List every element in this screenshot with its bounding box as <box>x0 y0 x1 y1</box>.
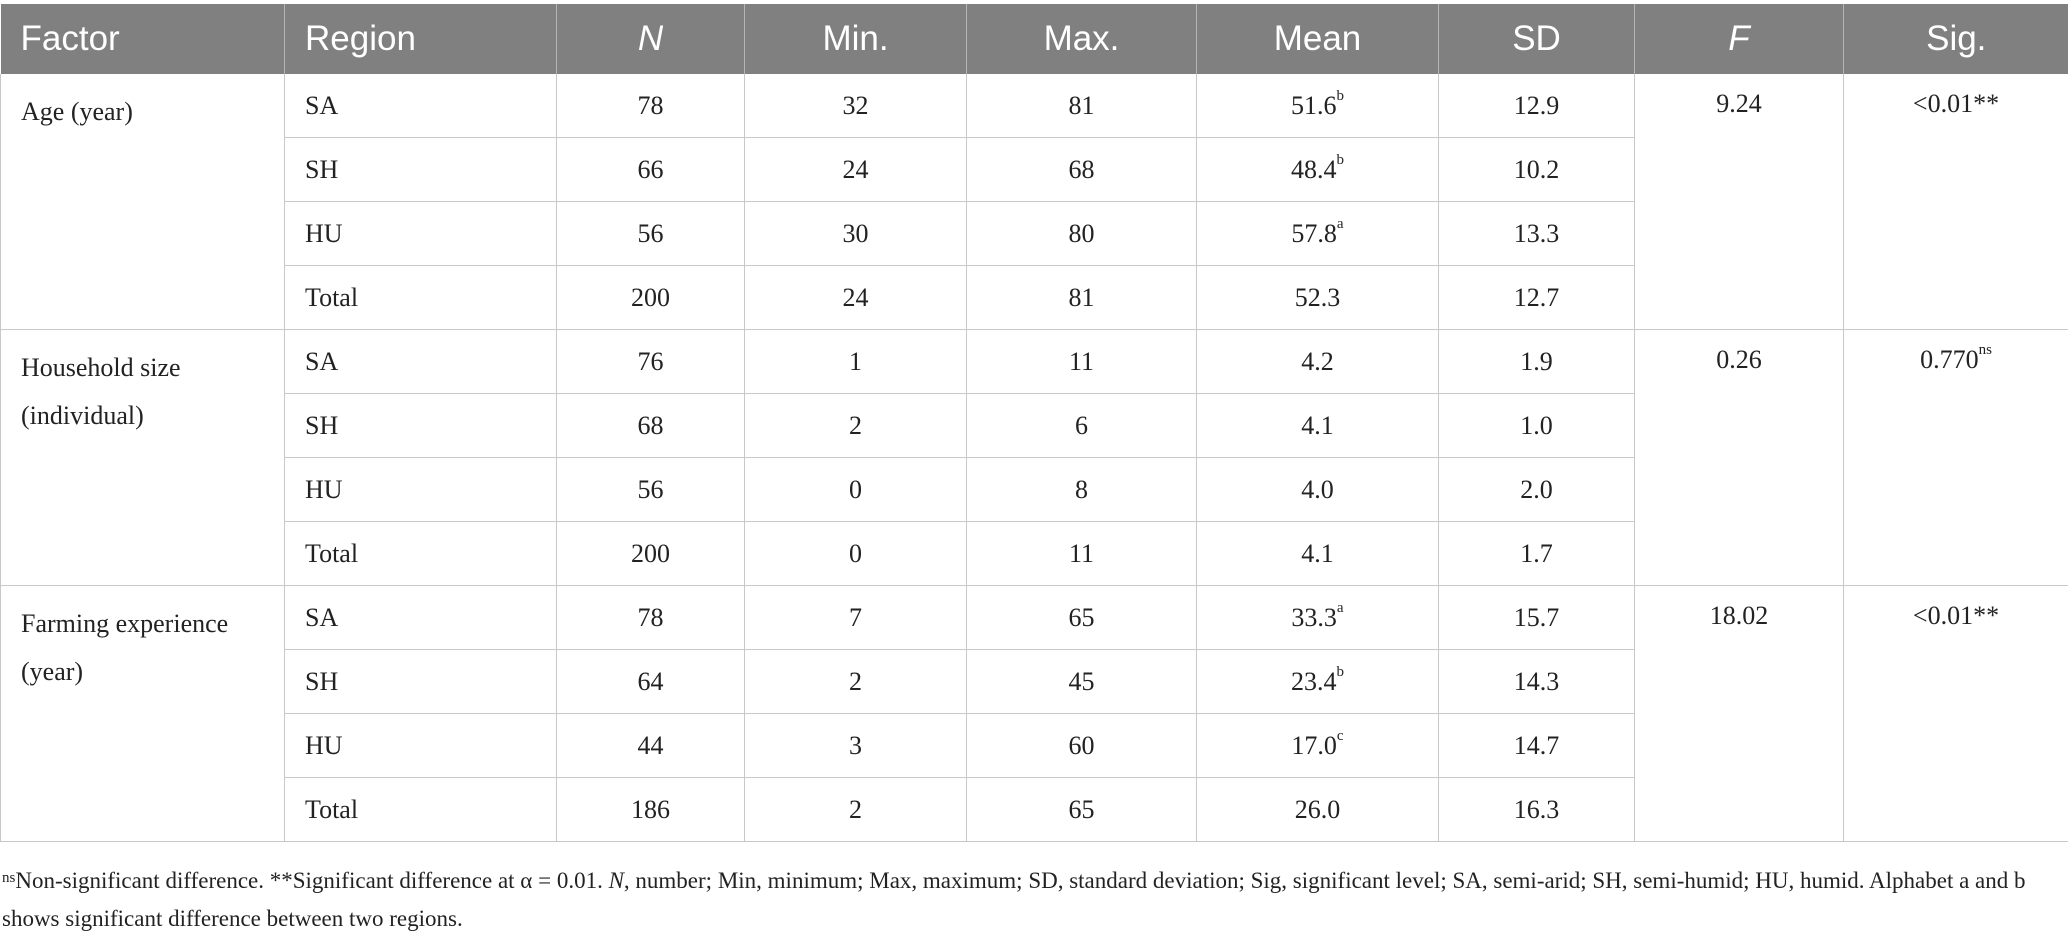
sd-cell: 16.3 <box>1439 778 1635 842</box>
table-body <box>1 74 2068 842</box>
table-footnote <box>2 862 2052 938</box>
max-cell: 6 <box>967 394 1197 458</box>
mean-value: 4.0 <box>1301 474 1334 504</box>
factor-cell <box>1 74 285 330</box>
mean-value: 52.3 <box>1294 282 1341 312</box>
factor-label-line1: Age (year) <box>21 97 133 126</box>
mean-cell <box>1197 714 1439 778</box>
mean-cell <box>1197 586 1439 650</box>
descriptive-statistics-table <box>0 4 2068 842</box>
sd-cell: 1.0 <box>1439 394 1635 458</box>
factor-label-line2: (year) <box>21 657 84 686</box>
mean-cell <box>1197 522 1439 586</box>
mean-value: 4.1 <box>1301 538 1334 568</box>
f-cell: 0.26 <box>1635 330 1844 586</box>
sd-cell: 10.2 <box>1439 138 1635 202</box>
mean-cell <box>1197 138 1439 202</box>
sd-cell: 14.7 <box>1439 714 1635 778</box>
mean-value: 26.0 <box>1294 794 1341 824</box>
header-mean: Mean <box>1197 4 1439 74</box>
factor-label-line2: (individual) <box>21 401 144 430</box>
max-cell: 11 <box>967 330 1197 394</box>
sd-cell: 14.3 <box>1439 650 1635 714</box>
header-sd: SD <box>1439 4 1635 74</box>
sd-cell: 15.7 <box>1439 586 1635 650</box>
max-cell: 68 <box>967 138 1197 202</box>
min-cell: 2 <box>745 650 967 714</box>
min-cell: 7 <box>745 586 967 650</box>
n-cell: 78 <box>557 586 745 650</box>
factor-cell <box>1 586 285 842</box>
sd-cell: 2.0 <box>1439 458 1635 522</box>
max-cell: 81 <box>967 266 1197 330</box>
header-row <box>1 4 2068 74</box>
factor-label-line1: Household size <box>21 353 181 382</box>
n-cell: 68 <box>557 394 745 458</box>
min-cell: 24 <box>745 138 967 202</box>
n-cell: 64 <box>557 650 745 714</box>
region-cell: Total <box>285 522 557 586</box>
min-cell: 32 <box>745 74 967 138</box>
region-cell: SH <box>285 138 557 202</box>
mean-superscript: c <box>1336 727 1344 744</box>
min-cell: 2 <box>745 394 967 458</box>
mean-value: 57.8 <box>1291 218 1337 248</box>
factor-label-line1: Farming experience <box>21 609 229 638</box>
mean-cell <box>1197 330 1439 394</box>
header-n: N <box>557 4 745 74</box>
max-cell: 65 <box>967 586 1197 650</box>
sig-cell <box>1844 330 2068 586</box>
max-cell: 81 <box>967 74 1197 138</box>
mean-cell <box>1197 74 1439 138</box>
region-cell: SA <box>285 586 557 650</box>
sd-cell: 1.7 <box>1439 522 1635 586</box>
min-cell: 24 <box>745 266 967 330</box>
sd-cell: 12.9 <box>1439 74 1635 138</box>
mean-cell <box>1197 394 1439 458</box>
n-cell: 44 <box>557 714 745 778</box>
n-cell: 76 <box>557 330 745 394</box>
mean-superscript: a <box>1336 599 1344 616</box>
min-cell: 3 <box>745 714 967 778</box>
n-cell: 200 <box>557 522 745 586</box>
header-min: Min. <box>745 4 967 74</box>
header-max: Max. <box>967 4 1197 74</box>
region-cell: SH <box>285 650 557 714</box>
sd-cell: 13.3 <box>1439 202 1635 266</box>
n-cell: 186 <box>557 778 745 842</box>
sig-value: <0.01** <box>1912 601 2000 630</box>
n-cell: 56 <box>557 202 745 266</box>
footnote-text-part2: , number; Min, minimum; Max, maximum; SD, standard deviation; Sig, significant level; SA, semi-arid; SH, semi-humid; HU, humid. Alphabet a and b shows significant difference between two regions. <box>2 868 2026 931</box>
region-cell: HU <box>285 202 557 266</box>
header-region: Region <box>285 4 557 74</box>
footnote-ns-superscript: ns <box>2 870 16 886</box>
header-f: F <box>1635 4 1844 74</box>
mean-value: 23.4 <box>1291 666 1337 696</box>
header-factor: Factor <box>1 4 285 74</box>
sd-cell: 12.7 <box>1439 266 1635 330</box>
f-cell: 9.24 <box>1635 74 1844 330</box>
mean-cell <box>1197 458 1439 522</box>
max-cell: 8 <box>967 458 1197 522</box>
footnote-text-part1: Non-significant difference. **Significant difference at α = 0.01. <box>15 868 609 893</box>
mean-value: 51.6 <box>1291 90 1337 120</box>
sig-value: <0.01** <box>1912 89 2000 118</box>
n-cell: 66 <box>557 138 745 202</box>
max-cell: 11 <box>967 522 1197 586</box>
mean-cell <box>1197 266 1439 330</box>
sig-superscript: ns <box>1978 342 1992 358</box>
sig-value: 0.770 <box>1920 345 1979 374</box>
n-cell: 56 <box>557 458 745 522</box>
max-cell: 80 <box>967 202 1197 266</box>
mean-superscript: b <box>1336 87 1344 104</box>
mean-value: 33.3 <box>1291 602 1337 632</box>
min-cell: 0 <box>745 458 967 522</box>
min-cell: 0 <box>745 522 967 586</box>
mean-cell <box>1197 778 1439 842</box>
mean-value: 48.4 <box>1291 154 1337 184</box>
region-cell: SA <box>285 74 557 138</box>
mean-value: 17.0 <box>1291 730 1337 760</box>
mean-cell <box>1197 650 1439 714</box>
region-cell: Total <box>285 778 557 842</box>
region-cell: SA <box>285 330 557 394</box>
sig-cell <box>1844 586 2068 842</box>
region-cell: Total <box>285 266 557 330</box>
mean-superscript: a <box>1336 215 1344 232</box>
sig-cell <box>1844 74 2068 330</box>
mean-value: 4.2 <box>1301 346 1334 376</box>
mean-value: 4.1 <box>1301 410 1334 440</box>
mean-superscript: b <box>1336 151 1344 168</box>
mean-cell <box>1197 202 1439 266</box>
mean-superscript: b <box>1336 663 1344 680</box>
region-cell: HU <box>285 458 557 522</box>
min-cell: 1 <box>745 330 967 394</box>
table-row <box>1 586 2068 650</box>
max-cell: 60 <box>967 714 1197 778</box>
table-row <box>1 330 2068 394</box>
factor-cell <box>1 330 285 586</box>
f-cell: 18.02 <box>1635 586 1844 842</box>
header-sig: Sig. <box>1844 4 2068 74</box>
min-cell: 30 <box>745 202 967 266</box>
footnote-n-symbol: N <box>608 868 624 893</box>
region-cell: HU <box>285 714 557 778</box>
n-cell: 78 <box>557 74 745 138</box>
sd-cell: 1.9 <box>1439 330 1635 394</box>
max-cell: 45 <box>967 650 1197 714</box>
max-cell: 65 <box>967 778 1197 842</box>
table-header <box>1 4 2068 74</box>
n-cell: 200 <box>557 266 745 330</box>
table-row <box>1 74 2068 138</box>
region-cell: SH <box>285 394 557 458</box>
min-cell: 2 <box>745 778 967 842</box>
